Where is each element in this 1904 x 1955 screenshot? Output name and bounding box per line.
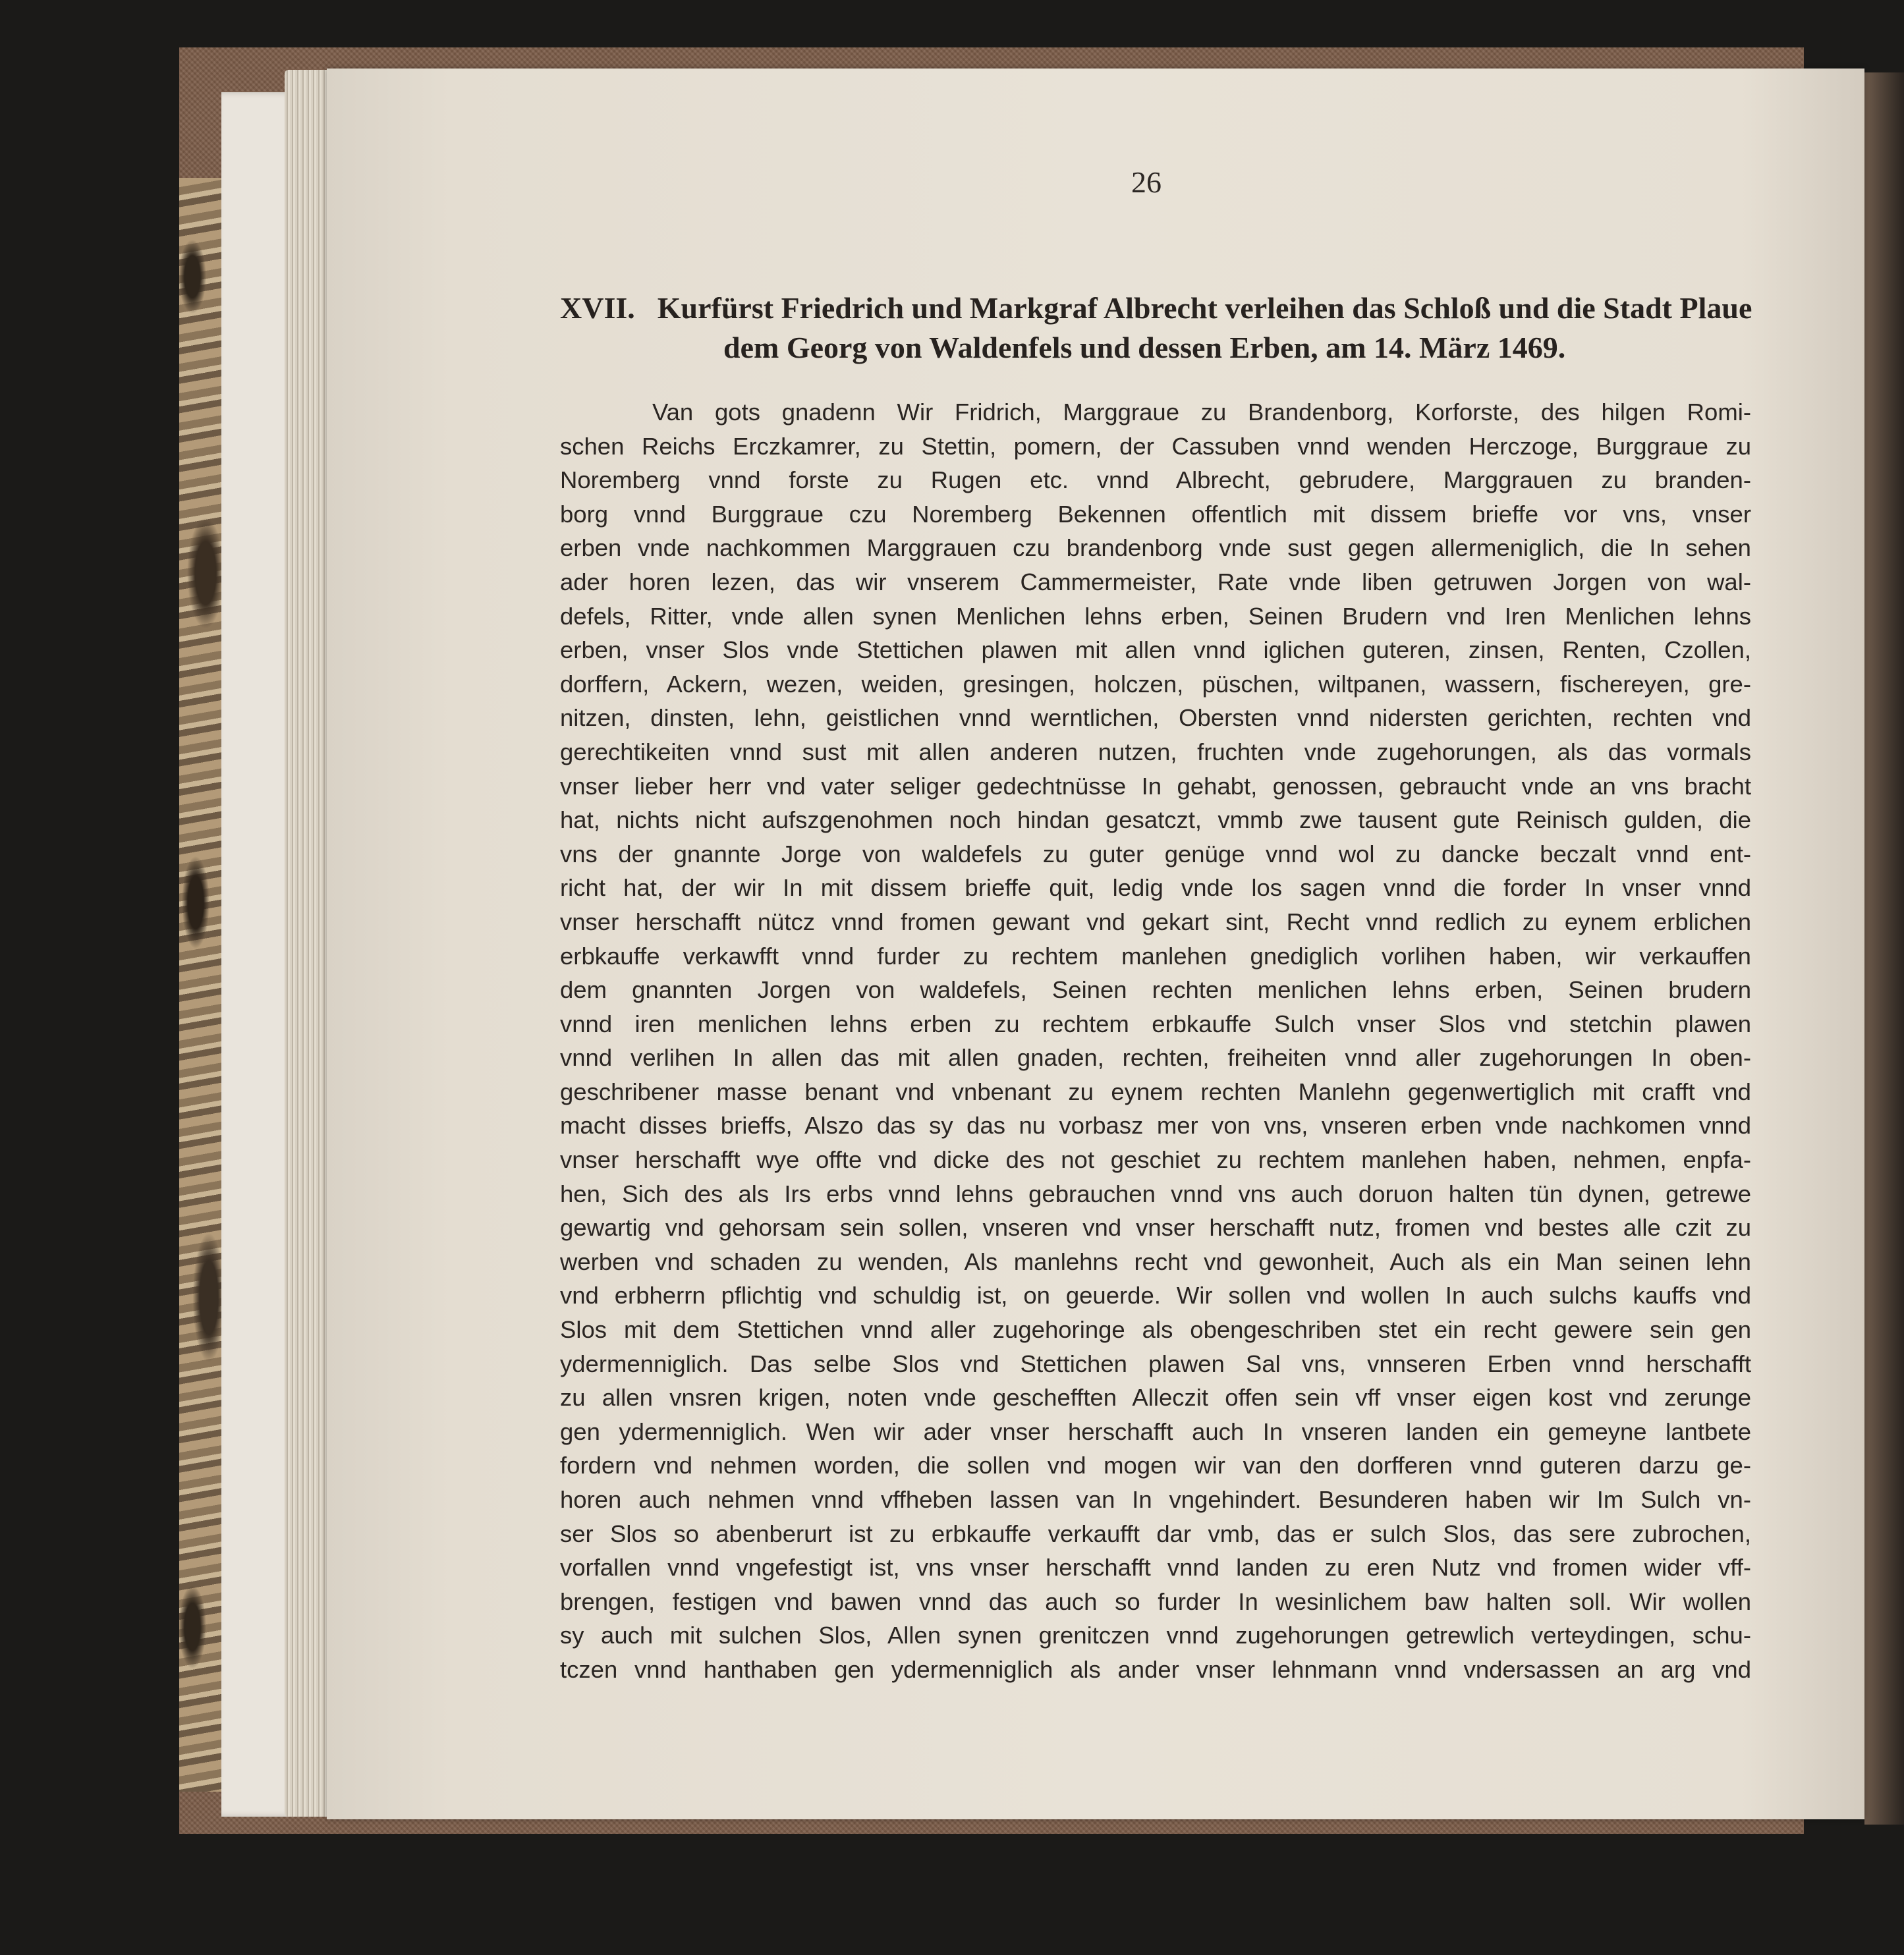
binding-shadow [1864, 72, 1904, 1825]
text-line: vnser lieber herr vnd vater seliger gedechtnüsse In gehabt, genossen, gebraucht vnde an vns bracht [560, 772, 1751, 800]
marbled-edge [179, 178, 223, 1792]
text-line: vorfallen vnnd vngefestigt ist, vns vnser herschafft vnnd landen zu eren Nutz vnd fromen wider vff- [560, 1554, 1751, 1582]
text-line: schen Reichs Erczkamrer, zu Stettin, pomern, der Cassuben vnnd wenden Herczoge, Burggraue zu [560, 432, 1751, 460]
text-line: erben vnde nachkommen Marggrauen czu brandenborg vnde sust gegen allermeniglich, die In sehen [560, 534, 1751, 562]
text-line: erbkauffe verkawfft vnnd furder zu rechtem manlehen gnediglich vorlihen haben, wir verkauffen [560, 942, 1751, 970]
text-line: gerechtikeiten vnnd sust mit allen anderen nutzen, fruchten vnde zugehorungen, als das vormals [560, 738, 1751, 765]
document-body [560, 395, 1751, 1687]
text-line: gewartig vnd gehorsam sein sollen, vnseren vnd vnser herschafft nutz, fromen vnd bestes alle czit zu [560, 1214, 1751, 1242]
text-line: richt hat, der wir In mit dissem brieffe quit, ledig vnde los sagen vnnd die forder In vnser vnnd [560, 874, 1751, 902]
text-line: vns der gnannte Jorge von waldefels zu guter genüge vnnd wol zu dancke beczalt vnnd ent- [560, 840, 1751, 867]
text-line: fordern vnd nehmen worden, die sollen vnd mogen wir van den dorfferen vnnd guteren darzu ge- [560, 1452, 1751, 1479]
heading-text-1: Kurfürst Friedrich und Markgraf Albrecht verleihen das Schloß und die Stadt Plaue [657, 291, 1752, 325]
heading-line-1 [560, 289, 1752, 328]
text-line: Noremberg vnnd forste zu Rugen etc. vnnd Albrecht, gebrudere, Marggrauen zu branden- [560, 466, 1751, 494]
text-line: hat, nichts nicht aufszgenohmen noch hindan gesatczt, vmmb zwe tausent gute Reinisch gulden, die [560, 806, 1751, 834]
text-line: werben vnd schaden zu wenden, Als manlehns recht vnd gewonheit, Auch als ein Man seinen lehn [560, 1248, 1751, 1275]
page-number: 26 [1131, 165, 1162, 199]
page-edges [285, 70, 331, 1817]
heading-number: XVII. [560, 291, 635, 325]
text-line: vnnd iren menlichen lehns erben zu rechtem erbkauffe Sulch vnser Slos vnd stetchin plawen [560, 1010, 1751, 1037]
heading-line-2: dem Georg von Waldenfels und dessen Erben, am 14. März 1469. [723, 331, 1566, 364]
text-line: gen ydermenniglich. Wen wir ader vnser herschafft auch In vnseren landen ein gemeyne lantbete [560, 1418, 1751, 1445]
text-line: defels, Ritter, vnde allen synen Menlichen lehns erben, Seinen Brudern vnd Iren Menlichen lehns [560, 602, 1751, 630]
text-line: brengen, festigen vnd bawen vnnd das auch so furder In wesinlichem baw halten soll. Wir wollen [560, 1587, 1751, 1615]
text-line: borg vnnd Burggraue czu Noremberg Bekennen offentlich mit dissem brieffe vor vns, vnser [560, 500, 1751, 528]
text-line: ser Slos so abenberurt ist zu erbkauffe verkaufft dar vmb, das er sulch Slos, das sere zubrochen, [560, 1520, 1751, 1547]
text-line: hen, Sich des als Irs erbs vnnd lehns gebrauchen vnnd vns auch doruon halten tün dynen, getrewe [560, 1180, 1751, 1207]
text-line: zu allen vnsren krigen, noten vnde geschefften Alleczit offen sein vff vnser eigen kost vnd zerunge [560, 1384, 1751, 1412]
text-line: erben, vnser Slos vnde Stettichen plawen mit allen vnnd iglichen guteren, zinsen, Renten, Czollen, [560, 636, 1751, 664]
text-line: tczen vnnd hanthaben gen ydermenniglich als ander vnser lehnmann vnnd vndersassen an arg vnd [560, 1655, 1751, 1683]
text-line: dorffern, Ackern, wezen, weiden, gresingen, holczen, püschen, wiltpanen, wassern, fischereyen, gre- [560, 670, 1751, 698]
text-line: horen auch nehmen vnnd vffheben lassen van In vngehindert. Besunderen haben wir Im Sulch vn- [560, 1486, 1751, 1513]
section-heading [560, 289, 1752, 368]
text-line: vnser herschafft nütcz vnnd fromen gewant vnd gekart sint, Recht vnnd redlich zu eynem erblichen [560, 908, 1751, 935]
text-line: dem gnannten Jorgen von waldefels, Seinen rechten menlichen lehns erben, Seinen brudern [560, 976, 1751, 1004]
text-line: vnd erbherrn pflichtig vnd schuldig ist, on geuerde. Wir sollen vnd wollen In auch sulchs kauffs vnd [560, 1282, 1751, 1309]
text-line: Van gots gnadenn Wir Fridrich, Marggraue zu Brandenborg, Korforste, des hilgen Romi- [652, 399, 1751, 426]
text-line: ydermenniglich. Das selbe Slos vnd Stettichen plawen Sal vns, vnnseren Erben vnnd herschafft [560, 1350, 1751, 1377]
back-sheet [221, 92, 294, 1817]
text-line: macht disses brieffs, Alszo das sy das nu vorbasz mer von vns, vnseren erben vnde nachkomen vnnd [560, 1112, 1751, 1140]
text-line: Slos mit dem Stettichen vnnd aller zugehoringe als obengeschriben stet ein recht gewere sein gen [560, 1316, 1751, 1344]
text-line: geschribener masse benant vnd vnbenant zu eynem rechten Manlehn gegenwertiglich mit crafft vnd [560, 1078, 1751, 1105]
text-line: sy auch mit sulchen Slos, Allen synen grenitczen vnnd zugehorungen getrewlich verteydingen, schu- [560, 1622, 1751, 1649]
text-line: nitzen, dinsten, lehn, geistlichen vnnd werntlichen, Obersten vnnd nidersten gerichten, rechten vnd [560, 704, 1751, 732]
text-line: vnnd verlihen In allen das mit allen gnaden, rechten, freiheiten vnnd aller zugehorungen In oben- [560, 1044, 1751, 1072]
text-line: vnser herschafft wye offte vnd dicke des not geschiet zu rechtem manlehen haben, nehmen, enpfa- [560, 1146, 1751, 1174]
text-line: ader horen lezen, das wir vnserem Cammermeister, Rate vnde liben getruwen Jorgen von wal- [560, 568, 1751, 595]
